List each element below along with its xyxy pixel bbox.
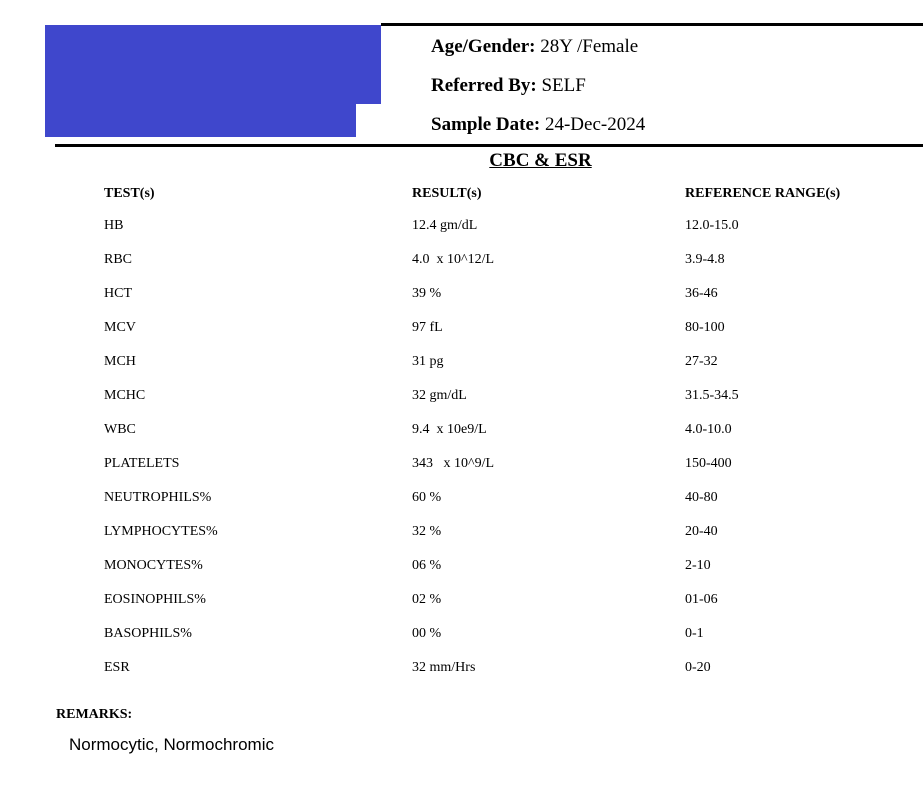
row-range: 4.0-10.0	[685, 422, 732, 437]
row-test: WBC	[104, 422, 136, 437]
row-test: EOSINOPHILS%	[104, 592, 206, 607]
redacted-block-lower	[45, 72, 356, 137]
column-header-test: TEST(s)	[104, 186, 155, 201]
remarks-text: Normocytic, Normochromic	[69, 735, 274, 754]
row-test: MCH	[104, 354, 136, 369]
row-test: RBC	[104, 252, 133, 267]
row-result: 32 gm/dL	[412, 388, 467, 403]
row-test: LYMPHOCYTES%	[104, 524, 218, 539]
row-test: MONOCYTES%	[104, 558, 203, 573]
age-gender-label: Age/Gender:	[431, 36, 536, 57]
row-result: 39 %	[412, 286, 442, 301]
row-test: ESR	[104, 660, 130, 675]
row-result: 32 mm/Hrs	[412, 660, 476, 675]
referred-by-label: Referred By:	[431, 75, 537, 96]
row-range: 27-32	[685, 354, 718, 369]
row-range: 12.0-15.0	[685, 218, 739, 233]
row-result: 12.4 gm/dL	[412, 218, 478, 233]
column-header-range: REFERENCE RANGE(s)	[685, 186, 841, 201]
report-title: CBC & ESR	[489, 150, 592, 171]
row-result: 31 pg	[412, 354, 444, 369]
row-result: 9.4 x 10e9/L	[412, 422, 487, 437]
row-test: PLATELETS	[104, 456, 180, 471]
row-range: 0-20	[685, 660, 711, 675]
row-range: 0-1	[685, 626, 704, 641]
row-test: BASOPHILS%	[104, 626, 192, 641]
row-test: MCHC	[104, 388, 146, 403]
row-range: 2-10	[685, 558, 711, 573]
row-result: 4.0 x 10^12/L	[412, 252, 495, 267]
row-range: 36-46	[685, 286, 718, 301]
row-test: NEUTROPHILS%	[104, 490, 212, 505]
row-range: 150-400	[685, 456, 732, 471]
remarks-label: REMARKS:	[56, 707, 133, 722]
age-gender-value: 28Y /Female	[540, 36, 639, 57]
row-test: HB	[104, 218, 124, 233]
sample-date-label: Sample Date:	[431, 114, 541, 135]
row-result: 32 %	[412, 524, 442, 539]
age-gender-row	[431, 36, 638, 58]
sample-date-row	[431, 114, 645, 136]
row-range: 40-80	[685, 490, 718, 505]
row-result: 60 %	[412, 490, 442, 505]
row-test: MCV	[104, 320, 136, 335]
row-test: HCT	[104, 286, 132, 301]
row-result: 343 x 10^9/L	[412, 456, 495, 471]
row-range: 20-40	[685, 524, 718, 539]
row-range: 31.5-34.5	[685, 388, 739, 403]
row-result: 06 %	[412, 558, 442, 573]
row-range: 01-06	[685, 592, 718, 607]
row-result: 00 %	[412, 626, 442, 641]
header-top-rule	[381, 23, 923, 26]
referred-by-value: SELF	[541, 75, 586, 96]
row-result: 97 fL	[412, 320, 443, 335]
row-range: 80-100	[685, 320, 725, 335]
referred-by-row	[431, 75, 586, 97]
sample-date-value: 24-Dec-2024	[544, 114, 646, 135]
row-result: 02 %	[412, 592, 442, 607]
row-range: 3.9-4.8	[685, 252, 725, 267]
header-bottom-rule	[55, 144, 923, 147]
column-header-result: RESULT(s)	[412, 186, 482, 201]
